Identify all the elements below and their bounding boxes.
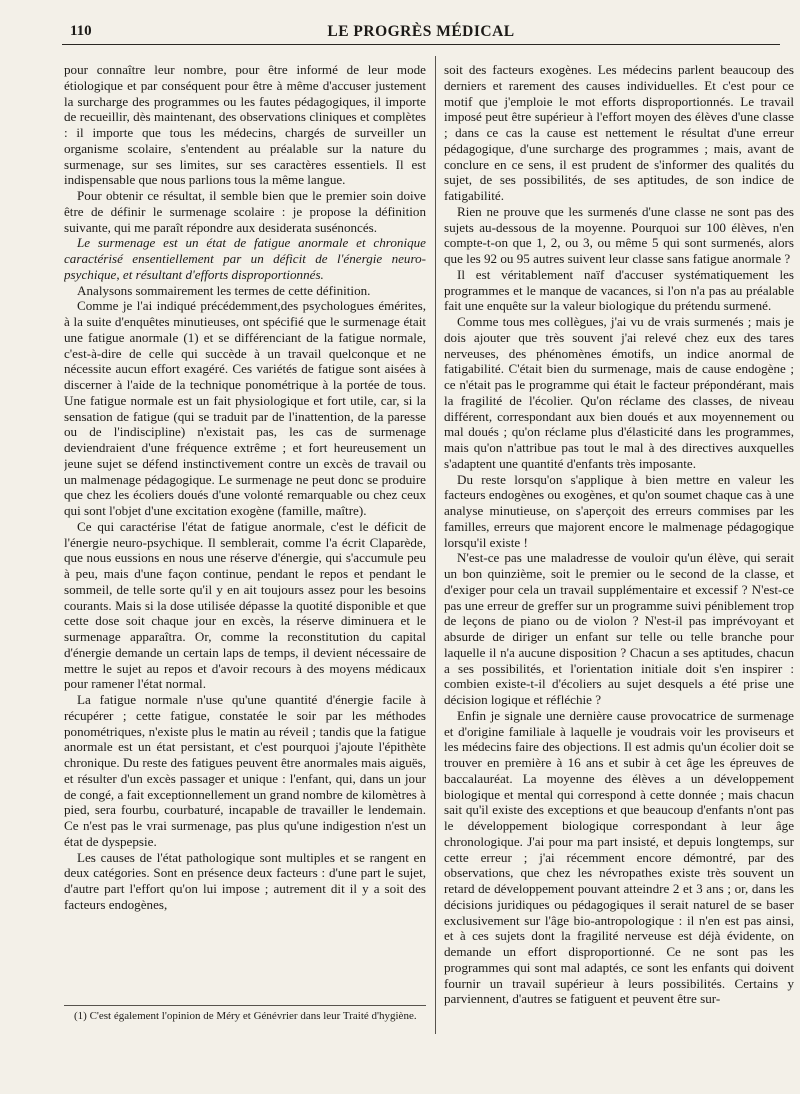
paragraph: Pour obtenir ce résultat, il semble bien que le premier soin doive être de définir le surmenage scolaire : je propose la définition suivante, qui me paraît répondre aux desiderata susénoncés.	[64, 188, 426, 235]
column-divider	[435, 56, 436, 1034]
paragraph: pour connaître leur nombre, pour être informé de leur mode étiologique et par conséquent pour être à même d'accuser justement la surcharge des programmes ou les fautes pédagogiques, il importe de recueillir, dès maintenant, des observations cliniques et complètes : il importe que tous les médecins, chargés de surveiller un organisme scolaire, s'entendent au préalable sur la nature du surmenage, sur ses limites, sur ses caractères essentiels. Il est indispensable que nous parlions tous la même langue.	[64, 62, 426, 188]
footnote	[64, 1010, 426, 1023]
paragraph: Comme je l'ai indiqué précédemment,des psychologues émérites, à la suite d'enquêtes minutieuses, ont spécifié que le surmenage était une fatigue anormale (1) et se différenciant de la fatigue normale, c'est-à-dire de celle qui succède à un travail quelconque et ne nécessite aucun effort exagéré. Ces variétés de fatigue sont aisées à discerner à l'aide de la technique ponométrique à la portée de tous. Une fatigue normale est un fait physiologique et fort utile, car, si la sensation de fatigue (qui se traduit par de l'inattention, de la paresse ou de l'indiscipline) n'existait pas, les cas de surmenage deviendraient d'une fréquence extrême ; et fort heureusement un jeune sujet se défend instinctivement contre un excès de travail ou un malmenage pédagogique. Le surmenage ne peut donc se produire que chez les écoliers doués d'une volonté remarquable ou chez ceux qui sont l'objet d'une excitation exogène (famille, maître).	[64, 298, 426, 518]
running-header	[62, 22, 780, 45]
footnote-rule	[64, 1005, 426, 1006]
paragraph: Ce qui caractérise l'état de fatigue anormale, c'est le déficit de l'énergie neuro-psychique. Il semblerait, comme l'a écrit Claparède, que nous eussions en nous une réserve d'énergie, qui s'accumule peu à peu, mais d'une façon continue, pendant le repos et pendant le sommeil, de telle sorte qu'il y en ait toujours assez pour les besoins courants. Mais si la dose utilisée dépasse la quotité disponible et que cette dose soit chaque jour en excès, la réserve diminuera et le surmenage apparaîtra. Or, comme la reconstitution du capital d'énergie demande un certain laps de temps, il devient nécessaire de mettre le sujet au repos et d'avoir recours à des moyens médicaux pour ramener l'état normal.	[64, 518, 426, 692]
paragraph: La fatigue normale n'use qu'une quantité d'énergie facile à récupérer ; cette fatigue, constatée le soir par les méthodes ponométriques, n'existe plus le matin au réveil ; tandis que la fatigue anormale est un état persistant, et c'est pourquoi j'ajoute l'épithète chronique. Du reste des fatigues peuvent être anormales mais aiguës, et résulter d'un excès passager et unique : l'enfant, qui, dans un jour de congé, a fait exceptionnellement un grand nombre de kilomètres à pied, sera fourbu, courbaturé, incapable de travailler le lendemain. Ce n'est pas le vrai surmenage, pas plus qu'une indigestion n'est un état de dyspepsie.	[64, 692, 426, 849]
paragraph: Analysons sommairement les termes de cette définition.	[77, 282, 371, 298]
paragraph: Le surmenage est un état de fatigue anormale et chronique caractérisé ensentiellement par un déficit de l'énergie neuro-psychique, et résultant d'efforts disproportionnés.	[64, 235, 426, 282]
paragraph: Du reste lorsqu'on s'applique à bien mettre en valeur les facteurs endogènes ou exogènes, et qu'on soumet chaque cas à une analyse minutieuse, on s'aperçoit des erreurs commises par les familles, erreurs que majorent encore le malmenage pédagogique lorsqu'il existe !	[444, 471, 794, 550]
footnote-text: (1) C'est également l'opinion de Méry et Génévrier dans leur Traité d'hygiène.	[74, 1010, 417, 1022]
page-number: 110	[70, 23, 92, 39]
paragraph: Enfin je signale une dernière cause provocatrice de surmenage et d'origine familiale à laquelle je voudrais voir les proviseurs et les médecins faire des objections. Il est admis qu'un écolier doit se trouver en première à 16 ans et subir à cet âge les épreuves de baccalauréat. La moyenne des élèves a un développement biologique et mental qui correspond à cette donnée ; mais chacun sait qu'il existe des exceptions et que beaucoup d'enfants n'ont pas le développement biologique correspondant à leur âge chronologique. J'ai pour ma part insisté, et depuis longtemps, sur cette erreur ; j'ai récemment encore démontré, par des observations, que chez les névropathes existe très souvent un retard de développement pouvant atteindre 2 et 3 ans ; or, dans les décisions juridiques ou pédagogiques il serait naturel de se baser exclusivement sur l'âge bio-antropologique : il n'en est pas ainsi, et à ces sujets dont la fragilité nerveuse est déjà évidente, on demande un effort disproportionné. Ce ne sont pas les programmes qui sont mal adaptés, ce sont les enfants qui doivent fournir un travail supérieur à leurs possibilités. Certains y parviennent, d'autres se fatiguent et peuvent être sur-	[444, 707, 794, 1007]
paragraph: Il est véritablement naïf d'accuser systématiquement les programmes et le manque de vacances, si l'on n'a pas au préalable fait une enquête sur la valeur biologique du prétendu surmené.	[444, 266, 794, 314]
paragraph: Comme tous mes collègues, j'ai vu de vrais surmenés ; mais je dois ajouter que très souvent j'ai relevé chez eux des tares nerveuses, des phénomènes émotifs, un indice anormal de fatigabilité. C'était bien du surmenage, mais de cause endogène ; ce n'était pas le programme qui était le facteur prépondérant, mais la fragilité de l'écolier. Qu'on réclame des classes, de niveau différent, correspondant aux bien doués et aux moyennement ou mal doués ; qu'on réclame plus d'élasticité dans les programmes, mais qu'on n'attribue pas tout le mal à des directives auxquelles s'adaptent une quantité d'enfants très imposante.	[444, 314, 794, 471]
left-column	[64, 62, 426, 1007]
right-column	[444, 62, 794, 1092]
paragraph: N'est-ce pas une maladresse de vouloir qu'un élève, qui serait un bon quinzième, soit le premier ou le second de la classe, et d'exiger pour cela un travail supplémentaire et excessif ? N'est-ce pas une erreur de greffer sur un programme suivi péniblement trop de leçons de piano ou de violon ? N'est-il pas imprévoyant et absurde de diriger un enfant sur telle ou telle branche pour laquelle il n'a aucune disposition ? Chacun a ses aptitudes, chacun a ses possibilités, et l'orientation initiale doit s'en inspirer : combien existe-t-il d'écoliers au sujet desquels a été prise une décision logique et réfléchie ?	[444, 550, 794, 707]
paragraph: Rien ne prouve que les surmenés d'une classe ne sont pas des sujets au-dessous de la moyenne. Pourquoi sur 100 élèves, n'en compte-t-on que 1, 2, ou 3, ou même 5 qui sont surmenés, alors que les 92 ou 95 autres suivent leur classe sans fatigue anormale ?	[444, 203, 794, 266]
paragraph: Les causes de l'état pathologique sont multiples et se rangent en deux catégories. Sont en présence deux facteurs : d'une part le sujet, d'autre part l'effort qu'on lui impose ; autrement dit il y a soit des facteurs endogènes,	[64, 849, 426, 912]
journal-title: LE PROGRÈS MÉDICAL	[327, 23, 515, 40]
paragraph: soit des facteurs exogènes. Les médecins parlent beaucoup des derniers et rarement des causes individuelles. Et c'est pour ce motif que j'emploie le mot efforts disproportionnés. Le travail imposé peut être supérieur à l'effort moyen des élèves d'une classe ; dans ce cas la cause est nettement le résultat d'une erreur pédagogique, d'une surcharge des programmes ; mais, avant de conclure en ce sens, il est prudent de s'informer des qualités du sujet, de ses possibilités, de ses aptitudes, de son indice de fatigabilité.	[444, 62, 794, 203]
